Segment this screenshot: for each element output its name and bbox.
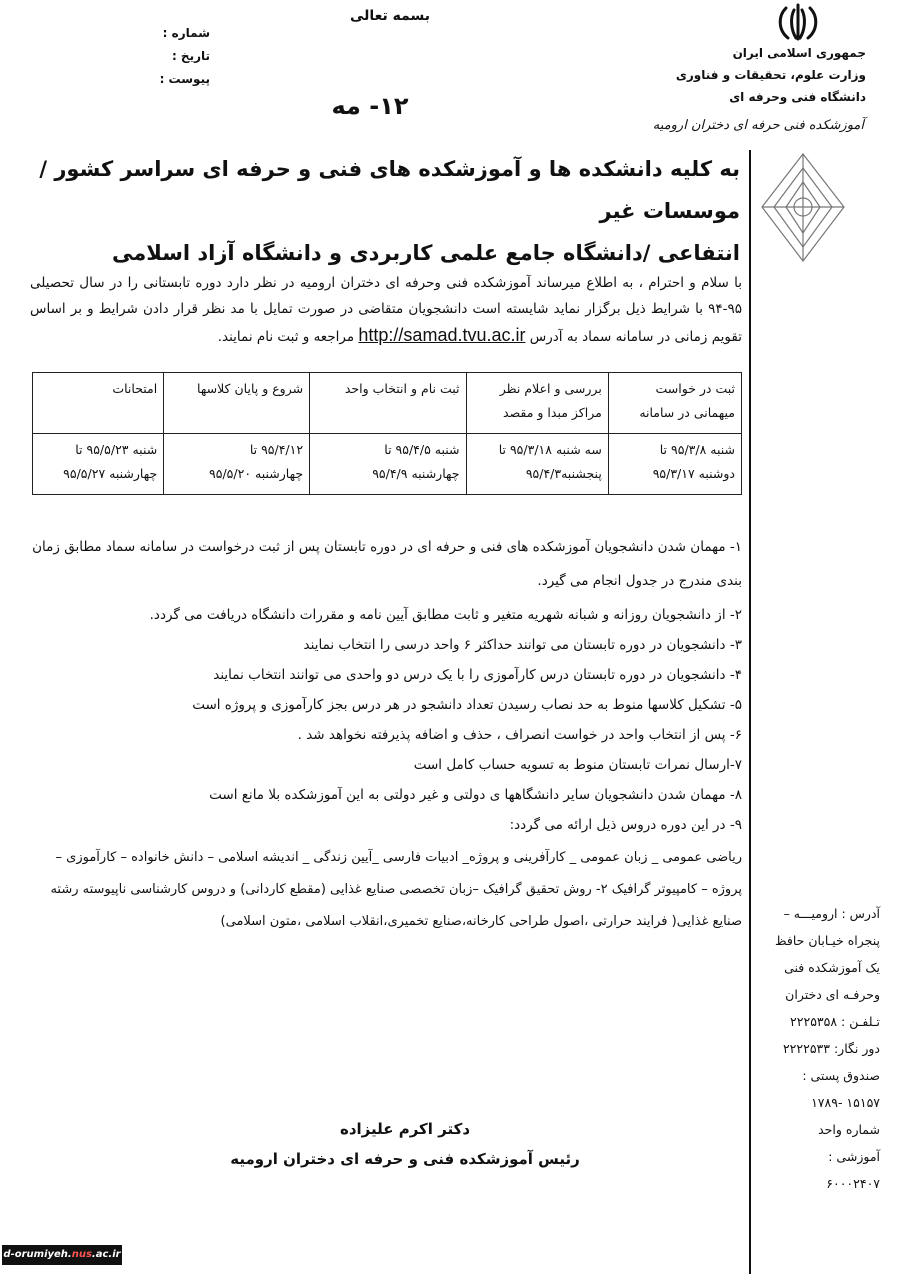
address-line: صندوق پستی : [802,1068,880,1083]
table-header-row [33,373,742,434]
address-line: وحرفـه ای دختران [785,987,880,1002]
organization-lines [646,42,866,108]
org-line-2: وزارت علوم، تحقیقات و فناوری [675,68,866,82]
rule-8: ۸- مهمان شدن دانشجویان سایر دانشگاهها ی دولتی و غیر دولتی به این آموزشکده بلا مانع است [209,787,742,803]
address-line: تـلفـن : ۲۲۲۵۳۵۸ [790,1014,880,1029]
header-classes-line1: شروع و پایان کلاسها [197,381,304,396]
header-review [466,373,608,434]
meta-attachment: پیوست : [159,72,210,86]
org-signature: آموزشکده فنی حرفه ای دختران ارومیه [652,118,864,133]
intro-tail: مراجعه و ثبت نام نمایند. [217,329,355,345]
date-line: ۱۲- مه [331,92,409,120]
table-row [33,434,742,495]
ornament-icon [758,150,848,265]
meta-date: تاریخ : [171,49,210,63]
basmala: بسمه تعالی [349,8,431,24]
header-registration [310,373,466,434]
heading-line-2: انتفاعی /دانشگاه جامع علمی کاربردی و دانشگاه آزاد اسلامی [112,241,740,265]
badge-accent: nus [71,1249,92,1260]
address-line: ۶۰۰۰۲۴۰۷ [826,1176,880,1191]
site-badge[interactable] [2,1245,122,1265]
address-line: شماره واحد [818,1122,880,1137]
schedule-table [32,372,742,495]
meta-number: شماره : [162,26,210,40]
rule-5: ۵- تشکیل کلاسها منوط به حد نصاب رسیدن تعداد دانشجو در هر درس بجز کارآموزی و پروژه است [192,697,742,713]
cell-request [608,434,741,495]
signatory-title: رئیس آموزشکده فنی و حرفه ای دختران ارومیه [230,1150,580,1168]
header-exams [33,373,164,434]
cell-registration [310,434,466,495]
org-line-1: جمهوری اسلامی ایران [732,46,866,60]
address-line: یک آموزشکده فنی [784,960,880,975]
cell-exams-line1: شنبه ۹۵/۵/۲۳ تا [75,442,158,457]
cell-exams [33,434,164,495]
address-line: ۱۵۱۵۷ -۱۷۸۹ [811,1095,880,1110]
rule-4: ۴- دانشجویان در دوره تابستان درس کارآموزی را با یک درس دو واحدی می توانند انتخاب نمایند [213,667,742,683]
rule-1: ۱- مهمان شدن دانشجویان آموزشکده های فنی و حرفه ای در دوره تابستان پس از ثبت درخواست در سامانه سماد مطابق زمان بندی مندرج در جدول انجام می گیرد. [32,539,742,589]
letter-heading [30,148,740,274]
rules-list [30,530,742,938]
rule-9: ۹- در این دوره دروس ذیل ارائه می گردد: [509,817,742,833]
cell-classes-line2: چهارشنبه ۹۵/۵/۲۰ [209,466,304,481]
address-line: پنجراه خیـابان حافظ [775,933,880,948]
cell-classes [164,434,310,495]
header-request-line2: میهمانی در سامانه [639,405,735,420]
header-registration-line1: ثبت نام و انتخاب واحد [344,381,460,396]
badge-prefix: d-orumiyeh. [3,1249,72,1260]
org-line-3: دانشگاه فنی وحرفه ای [729,90,866,104]
letter-meta [70,22,210,91]
cell-review-line1: سه شنبه ۹۵/۳/۱۸ تا [498,442,602,457]
cell-registration-line2: چهارشنبه ۹۵/۴/۹ [372,466,460,481]
header-exams-line1: امتحانات [112,381,158,396]
address-line: آدرس : ارومیـــه – [783,906,880,921]
course-list: ریاضی عمومی _ زبان عمومی _ کارآفرینی و پروژه_ ادبیات فارسی _آیین زندگی _ اندیشه اسلامی – دانش خانواده – کارآموزی – پروژه – کامپیوتر گرافیک ۲- روش تحقیق گرافیک –زبان تخصصی صنایع غذایی (مقطع کاردانی) و دروس کارشناسی ناپیوسته رشته صنایع غذایی( فرایند حرارتی ،اصول طراحی کارخانه،صنایع تخمیری،انقلاب اسلامی ،متون اسلامی) [50,850,742,929]
rule-6: ۶- پس از انتخاب واحد در خواست انصراف ، حذف و اضافه پذیرفته نخواهد شد . [297,727,742,743]
badge-suffix: .ac.ir [91,1249,121,1260]
rule-7: ۷-ارسال نمرات تابستان منوط به تسویه حساب کامل است [413,757,742,773]
margin-divider [749,150,751,1274]
cell-request-line1: شنبه ۹۵/۳/۸ تا [659,442,735,457]
rule-3: ۳- دانشجویان در دوره تابستان می توانند حداکثر ۶ واحد درسی را انتخاب نمایند [303,637,742,653]
samad-link[interactable]: http://samad.tvu.ac.ir [358,325,526,345]
header-classes [164,373,310,434]
intro-paragraph [30,270,742,350]
header-review-line1: بررسی و اعلام نظر [499,381,602,396]
rule-2: ۲- از دانشجویان روزانه و شبانه شهریه متغیر و ثابت مطابق آیین نامه و مقررات دانشگاه دریافت می گردد. [149,607,742,623]
address-line: آموزشی : [828,1149,880,1164]
cell-request-line2: دوشنبه ۹۵/۳/۱۷ [652,466,735,481]
header-request-line1: ثبت در خواست [655,381,735,396]
cell-registration-line1: شنبه ۹۵/۴/۵ تا [384,442,460,457]
emblem-icon [770,2,826,42]
cell-review-line2: پنجشنبه۹۵/۴/۳ [525,466,602,481]
cell-classes-line1: ۹۵/۴/۱۲ تا [249,442,304,457]
header-request [608,373,741,434]
address-block [762,900,880,1197]
intro-text: با سلام و احترام ، به اطلاع میرساند آموزشکده فنی وحرفه ای دختران ارومیه در نظر دارد دوره تابستانی را در سال تحصیلی ۹۵-۹۴ با شرایط ذیل برگزار نماید شایسته است دانشجویان متقاضی در صورت تمایل با مد نظر قرار دادن شرایط و بر اساس تقویم زمانی در سامانه سماد به آدرس [30,275,742,345]
cell-exams-line2: چهارشنبه ۹۵/۵/۲۷ [63,466,158,481]
heading-line-1: به کلیه دانشکده ها و آموزشکده های فنی و حرفه ای سراسر کشور / موسسات غیر [39,157,740,223]
address-line: دور نگار: ۲۲۲۲۵۳۳ [782,1041,880,1056]
cell-review [466,434,608,495]
header-review-line2: مراکز مبدا و مقصد [503,405,602,420]
signatory-name: دکتر اکرم علیزاده [339,1120,471,1138]
